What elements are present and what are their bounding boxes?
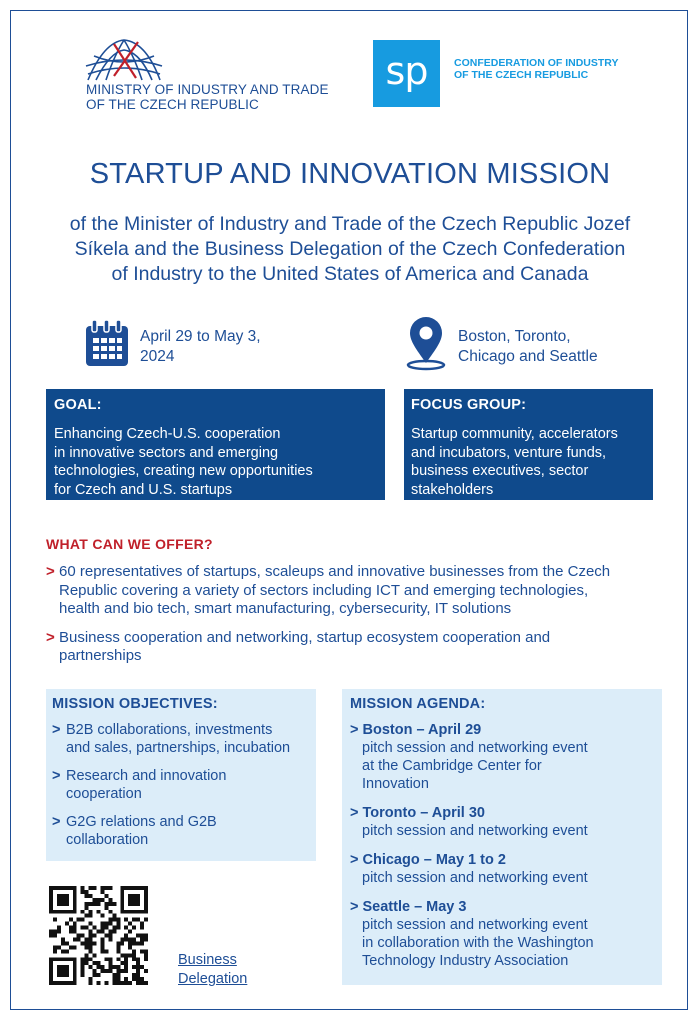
business-delegation-link[interactable]: Business Delegation bbox=[178, 952, 248, 987]
list-item: > G2G relations and G2B collaboration bbox=[52, 814, 217, 848]
list-item: > Business cooperation and networking, startup ecosystem cooperation and partnerships bbox=[46, 628, 551, 664]
agenda-item-seattle: > Seattle – May 3 pitch session and networking event in collaboration with the Washington Technology Industry Association bbox=[350, 899, 594, 969]
sp-logo bbox=[373, 40, 440, 107]
qr-code[interactable] bbox=[49, 886, 148, 985]
list-item: > 60 representatives of startups, scaleups and innovative businesses from the Czech Republic covering a variety of sectors including ICT and emerging technologies, health and bio tech, smart manufacturing, cybersecurity, IT solutions bbox=[46, 563, 611, 617]
list-item: > Research and innovation cooperation bbox=[52, 768, 227, 802]
offer-list bbox=[46, 563, 646, 676]
arrow-icon: > bbox=[46, 628, 55, 646]
arrow-icon: > bbox=[52, 768, 61, 784]
agenda-item-boston: > Boston – April 29 pitch session and networking event at the Cambridge Center for Innovation bbox=[350, 722, 588, 792]
page-title: STARTUP AND INNOVATION MISSION bbox=[89, 158, 611, 190]
arrow-icon: > bbox=[46, 563, 55, 580]
arrow-icon: > bbox=[52, 722, 61, 738]
ministry-globe-logo bbox=[84, 36, 164, 82]
map-pin-icon bbox=[406, 317, 446, 371]
focus-group-text: Startup community, accelerators and incubators, venture funds, business executives, sector stakeholders bbox=[411, 426, 618, 498]
offer-heading: WHAT CAN WE OFFER? bbox=[46, 536, 213, 552]
page-subtitle: of the Minister of Industry and Trade of the Czech Republic Jozef Síkela and the Business Delegation of the Czech Confederation of Industry to the United States of America and Canada bbox=[69, 213, 631, 285]
calendar-icon bbox=[84, 318, 130, 368]
arrow-icon: > bbox=[52, 814, 61, 830]
list-item: > B2B collaborations, investments and sales, partnerships, incubation bbox=[52, 722, 291, 756]
goal-panel bbox=[46, 389, 385, 500]
goal-heading: GOAL: bbox=[54, 397, 102, 413]
objectives-heading: MISSION OBJECTIVES: bbox=[52, 696, 218, 712]
sp-logo-text: sp bbox=[385, 48, 428, 93]
confederation-name: CONFEDERATION OF INDUSTRY OF THE CZECH REPUBLIC bbox=[454, 57, 619, 81]
mission-dates: April 29 to May 3, 2024 bbox=[140, 328, 261, 365]
focus-group-heading: FOCUS GROUP: bbox=[411, 397, 527, 413]
ministry-name: MINISTRY OF INDUSTRY AND TRADE OF THE CZECH REPUBLIC bbox=[86, 82, 329, 112]
agenda-item-chicago: > Chicago – May 1 to 2 pitch session and networking event bbox=[350, 852, 588, 886]
agenda-heading: MISSION AGENDA: bbox=[350, 696, 486, 712]
mission-locations: Boston, Toronto, Chicago and Seattle bbox=[458, 328, 598, 365]
focus-group-panel bbox=[404, 389, 653, 500]
goal-text: Enhancing Czech-U.S. cooperation in innovative sectors and emerging technologies, creating new opportunities for Czech and U.S. startups bbox=[54, 426, 313, 498]
agenda-item-toronto: > Toronto – April 30 pitch session and networking event bbox=[350, 805, 588, 839]
objectives-panel bbox=[46, 689, 316, 861]
agenda-panel bbox=[342, 689, 662, 985]
